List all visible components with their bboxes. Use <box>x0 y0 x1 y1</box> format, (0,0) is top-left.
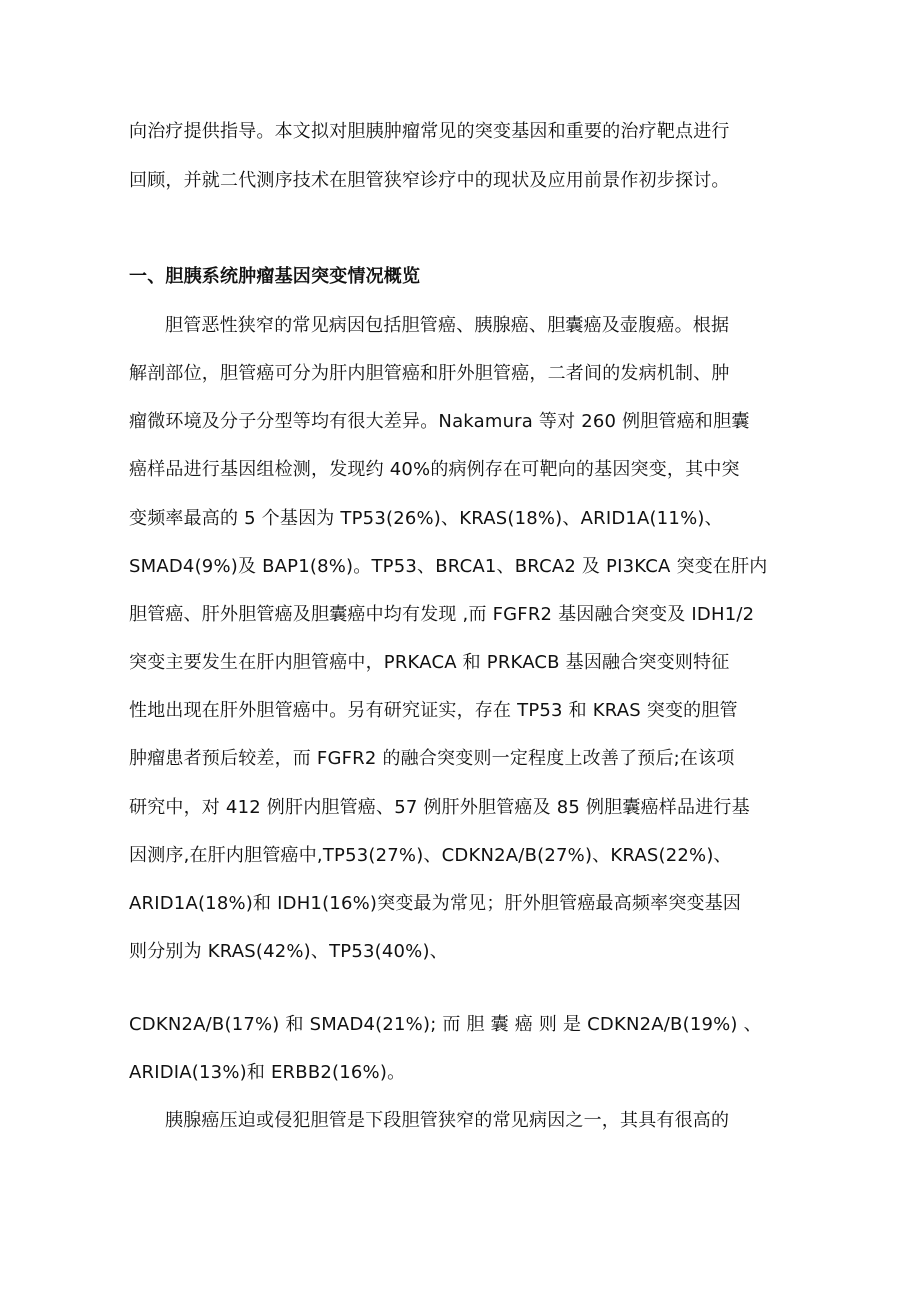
paragraph1-line-9: 性地出现在肝外胆管癌中。另有研究证实，存在 TP53 和 KRAS 突变的胆管 <box>129 700 738 721</box>
paragraph1-line-13: ARID1A(18%)和 IDH1(16%)突变最为常见；肝外胆管癌最高频率突变基因 <box>129 893 742 914</box>
paragraph1-line-6: SMAD4(9%)及 BAP1(8%)。TP53、BRCA1、BRCA2 及 PI3KCA 突变在肝内 <box>129 556 768 577</box>
paragraph1-line-11: 研究中，对 412 例肝内胆管癌、57 例肝外胆管癌及 85 例胆囊癌样品进行基 <box>129 797 750 818</box>
paragraph1-line-8: 突变主要发生在肝内胆管癌中，PRKACA 和 PRKACB 基因融合突变则特征 <box>129 652 730 673</box>
paragraph1-line-4: 癌样品进行基因组检测，发现约 40%的病例存在可靶向的基因突变，其中突 <box>129 459 740 480</box>
paragraph1-line-12: 因测序,在肝内胆管癌中,TP53(27%)、CDKN2A/B(27%)、KRAS(22%)、 <box>129 845 732 866</box>
paragraph1-line-14: 则分别为 KRAS(42%)、TP53(40%)、 <box>129 941 448 962</box>
paragraph1-continued-line-2: ARIDIA(13%)和 ERBB2(16%)。 <box>129 1062 406 1083</box>
paragraph1-line-3: 瘤微环境及分子分型等均有很大差异。Nakamura 等对 260 例胆管癌和胆囊 <box>129 411 750 432</box>
paragraph1-line-7: 胆管癌、肝外胆管癌及胆囊癌中均有发现 ,而 FGFR2 基因融合突变及 IDH1/2 <box>129 604 755 625</box>
intro-line-1: 向治疗提供指导。本文拟对胆胰肿瘤常见的突变基因和重要的治疗靶点进行 <box>129 121 730 142</box>
paragraph1-continued-line-1: CDKN2A/B(17%) 和 SMAD4(21%); 而 胆 囊 癌 则 是 CDKN2A/B(19%) 、 <box>129 1014 762 1035</box>
paragraph1-line-5: 变频率最高的 5 个基因为 TP53(26%)、KRAS(18%)、ARID1A(11%)、 <box>129 508 723 529</box>
intro-line-2: 回顾，并就二代测序技术在胆管狭窄诊疗中的现状及应用前景作初步探讨。 <box>129 170 730 191</box>
paragraph1-line-1: 胆管恶性狭窄的常见病因包括胆管癌、胰腺癌、胆囊癌及壶腹癌。根据 <box>165 315 730 336</box>
paragraph2-line-1: 胰腺癌压迫或侵犯胆管是下段胆管狭窄的常见病因之一，其具有很高的 <box>165 1110 730 1131</box>
paragraph1-line-10: 肿瘤患者预后较差，而 FGFR2 的融合突变则一定程度上改善了预后;在该项 <box>129 748 735 769</box>
section-heading: 一、胆胰系统肿瘤基因突变情况概览 <box>129 266 421 287</box>
paragraph1-line-2: 解剖部位，胆管癌可分为肝内胆管癌和肝外胆管癌，二者间的发病机制、肿 <box>129 363 730 384</box>
